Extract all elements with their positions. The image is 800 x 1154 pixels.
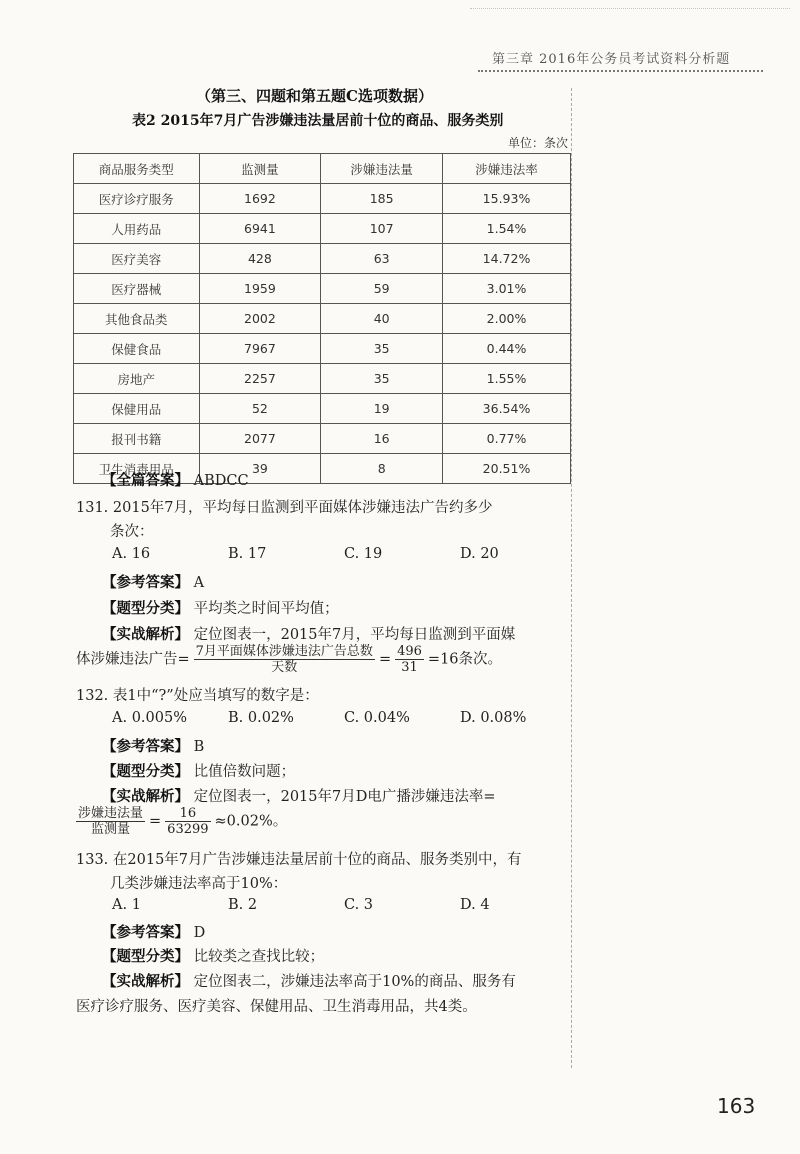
table-header-row (74, 154, 571, 184)
table-cell: 1.54% (443, 214, 571, 244)
q133-answer-line (102, 921, 205, 942)
q131-option-c: C. 19 (344, 546, 383, 562)
q131-fraction-2 (395, 644, 424, 675)
running-head-rule (478, 70, 763, 72)
answer-label: 【参考答案】 (102, 574, 189, 591)
table-row (74, 244, 571, 274)
analysis-label: 【实战解析】 (102, 626, 189, 643)
table-cell: 59 (321, 274, 443, 304)
q131-options (112, 546, 576, 562)
table-cell: 3.01% (443, 274, 571, 304)
q132-type: 比值倍数问题； (193, 764, 296, 780)
table-cell: 107 (321, 214, 443, 244)
table-row (74, 184, 571, 214)
type-label: 【题型分类】 (102, 763, 189, 780)
q132-type-line (102, 760, 295, 781)
table-row (74, 364, 571, 394)
column-header: 涉嫌违法率 (443, 154, 571, 184)
table-cell: 0.44% (443, 334, 571, 364)
section-heading: （第三、四题和第五题C选项数据） (196, 87, 433, 105)
binding-margin-line (571, 88, 572, 1068)
q133-option-c: C. 3 (344, 897, 374, 913)
type-label: 【题型分类】 (102, 600, 189, 617)
q131-option-a: A. 16 (112, 546, 151, 562)
type-label: 【题型分类】 (102, 948, 189, 965)
fraction-denominator: 31 (401, 660, 418, 675)
q131-formula-line (76, 644, 502, 675)
q132-formula-line (72, 806, 287, 837)
table-cell: 7967 (199, 334, 321, 364)
table-cell: 医疗美容 (74, 244, 200, 274)
q133-analysis-cont: 医疗诊疗服务、医疗美容、保健用品、卫生消毒用品，共4类。 (76, 999, 477, 1015)
q133-option-a: A. 1 (112, 897, 141, 913)
table-cell: 人用药品 (74, 214, 200, 244)
table-cell: 428 (199, 244, 321, 274)
q131-type: 平均类之时间平均值； (193, 601, 339, 617)
q131-stem-cont: 条次： (110, 524, 154, 540)
q133-type: 比较类之查找比较； (193, 949, 325, 965)
fraction-denominator: 监测量 (91, 822, 131, 837)
fraction-denominator: 天数 (271, 660, 298, 675)
q133-stem-cont: 几类涉嫌违法率高于10%： (110, 876, 288, 892)
table-cell: 40 (321, 304, 443, 334)
table-cell: 19 (321, 394, 443, 424)
q131-answer: A (193, 575, 205, 591)
fraction-numerator: 7月平面媒体涉嫌违法广告总数 (195, 644, 373, 659)
q132-option-b: B. 0.02% (228, 710, 294, 726)
table-cell: 185 (321, 184, 443, 214)
q133-option-b: B. 2 (228, 897, 258, 913)
table-cell: 其他食品类 (74, 304, 200, 334)
table-cell: 35 (321, 334, 443, 364)
q132-answer: B (193, 739, 205, 755)
table-cell: 15.93% (443, 184, 571, 214)
table-cell: 2077 (199, 424, 321, 454)
table-row (74, 424, 571, 454)
q131-fraction-1 (194, 644, 375, 675)
q132-analysis: 定位图表一，2015年7月D电广播涉嫌违法率= (193, 789, 496, 805)
table-cell: 6941 (199, 214, 321, 244)
full-answer-label: 【全篇答案】 (102, 472, 189, 489)
table-row (74, 214, 571, 244)
table-cell: 63 (321, 244, 443, 274)
q133-analysis-line (102, 970, 516, 991)
table-cell: 报刊书籍 (74, 424, 200, 454)
full-answer-line (102, 469, 249, 490)
table-cell: 房地产 (74, 364, 200, 394)
q131-type-line (102, 597, 339, 618)
table-cell: 16 (321, 424, 443, 454)
column-header: 监测量 (199, 154, 321, 184)
q131-answer-line (102, 571, 204, 592)
table-row (74, 394, 571, 424)
fraction-numerator: 496 (397, 644, 422, 659)
q132-answer-line (102, 735, 204, 756)
data-table (73, 153, 571, 484)
q131-analysis: 定位图表一，2015年7月，平均每日监测到平面媒 (193, 627, 516, 643)
q132-option-c: C. 0.04% (344, 710, 410, 726)
q133-type-line (102, 945, 324, 966)
table-cell: 1959 (199, 274, 321, 304)
fraction-numerator: 涉嫌违法量 (78, 806, 144, 821)
q132-stem: 132. 表1中“?”处应当填写的数字是： (76, 688, 319, 704)
table-cell: 52 (199, 394, 321, 424)
table-cell: 2.00% (443, 304, 571, 334)
table-cell: 2257 (199, 364, 321, 394)
q132-fraction-2 (165, 806, 210, 837)
q132-formula-result: ≈0.02%。 (214, 813, 288, 830)
answer-label: 【参考答案】 (102, 924, 189, 941)
table-caption: 表2 2015年7月广告涉嫌违法量居前十位的商品、服务类别 (132, 113, 504, 129)
q131-option-d: D. 20 (460, 546, 499, 562)
table-row (74, 274, 571, 304)
table-cell: 1.55% (443, 364, 571, 394)
equals-sign: = (149, 813, 162, 830)
q131-formula-result: =16条次。 (427, 651, 503, 668)
table-row (74, 334, 571, 364)
table-cell: 保健食品 (74, 334, 200, 364)
q133-stem: 133. 在2015年7月广告涉嫌违法量居前十位的商品、服务类别中，有 (76, 852, 522, 868)
page-number: 163 (717, 1094, 756, 1118)
q132-fraction-1 (76, 806, 145, 837)
full-answer-value: ABDCC (193, 473, 249, 489)
table-cell: 8 (321, 454, 443, 484)
q131-stem: 131. 2015年7月，平均每日监测到平面媒体涉嫌违法广告约多少 (76, 500, 493, 516)
column-header: 商品服务类型 (74, 154, 200, 184)
table-cell: 1692 (199, 184, 321, 214)
q132-options (112, 710, 576, 726)
table-cell: 保健用品 (74, 394, 200, 424)
equals-sign: = (378, 651, 392, 668)
table-row (74, 304, 571, 334)
q132-analysis-line (102, 785, 496, 806)
scan-top-edge (470, 8, 790, 12)
table-cell: 卫生消毒用品 (74, 454, 200, 484)
q131-option-b: B. 17 (228, 546, 267, 562)
table-cell: 20.51% (443, 454, 571, 484)
q132-option-d: D. 0.08% (460, 710, 527, 726)
answer-label: 【参考答案】 (102, 738, 189, 755)
table-cell: 医疗器械 (74, 274, 200, 304)
running-head: 第三章 2016年公务员考试资料分析题 (492, 52, 731, 67)
q133-analysis: 定位图表二，涉嫌违法率高于10%的商品、服务有 (193, 974, 516, 990)
q133-options (112, 897, 576, 913)
analysis-label: 【实战解析】 (102, 973, 189, 990)
table-cell: 36.54% (443, 394, 571, 424)
table-unit: 单位：条次 (508, 136, 569, 150)
table-cell: 医疗诊疗服务 (74, 184, 200, 214)
analysis-label: 【实战解析】 (102, 788, 189, 805)
q131-formula-prefix: 体涉嫌违法广告= (76, 651, 190, 668)
q133-answer: D (193, 925, 206, 941)
fraction-numerator: 16 (165, 806, 210, 822)
fraction-denominator: 63299 (167, 822, 209, 837)
table-cell: 0.77% (443, 424, 571, 454)
q132-option-a: A. 0.005% (112, 710, 187, 726)
column-header: 涉嫌违法量 (321, 154, 443, 184)
table-cell: 2002 (199, 304, 321, 334)
q133-option-d: D. 4 (460, 897, 490, 913)
q131-analysis-line (102, 623, 515, 644)
table-cell: 35 (321, 364, 443, 394)
table-cell: 39 (199, 454, 321, 484)
table-cell: 14.72% (443, 244, 571, 274)
